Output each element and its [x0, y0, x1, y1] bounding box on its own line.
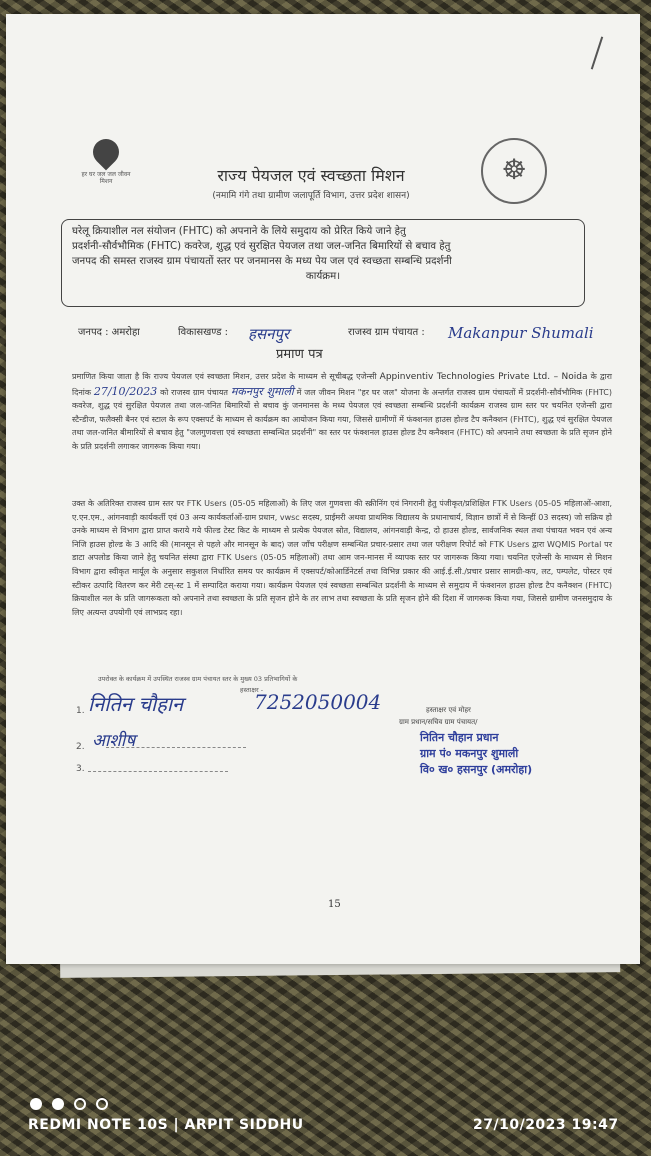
agency-name: Appinventiv Technologies Private Ltd. – Noida	[379, 372, 588, 382]
dot-icon	[52, 1098, 64, 1110]
page-number: 15	[328, 899, 341, 910]
state-emblem-icon: ☸	[481, 138, 547, 204]
banner-line-2: प्रदर्शनी-सौर्वभौमिक (FHTC) कवरेज, शुद्ध एवं सुरक्षित पेयजल तथा जल-जनित बिमारियों से बचाव हेतु	[72, 241, 451, 252]
certificate-sheet	[6, 14, 640, 964]
signature-line-2-rule	[106, 747, 246, 748]
water-drop-icon	[88, 134, 125, 171]
date-handwritten: 27/10/2023	[93, 384, 158, 398]
pen-mark	[591, 37, 603, 70]
para1-part-d: में जल जीवन मिशन "हर घर जल" योजना के अन्तर्गत राजस्व ग्राम पंचायतों में प्रदर्शनी-सौर्वभौमिक (FHTC) कवरेज, शुद्ध एवं सुरक्षित पेयजल तथा जल-जनित बिमारियों से बचाव कुं जनमानस के मध्य पेयजल एवं स्वच्छता सम्बन्धि प्रदर्शनी कार्यक्रम राजस्व ग्राम स्तर पर चयनित एजेन्सी द्वारा स्टैन्डीज, फलैक्सी बैनर एवं स्टाल के रूप एक्सपर्ट के माध्यम से कार्यक्रम का आयोजन किया गया, जिससे ग्रामीणों में फंक्शनल हाउस होल्ड टैप कनैक्शन (FHTC), शुद्ध एवं सुरक्षित पेयजल तथा जल-जनित बीमारियों से बचाव हेतु "जलगुणवत्ता एवं स्वच्छता सम्बन्धित प्रदर्शनी" का स्तर पर फंक्शनल हाउस होल्ड टैप कनैक्शन (FHTC) को अपनाने तथा स्वच्छता के प्रति सृजन होने के प्रति प्रदर्शनी लगाकर जागरूक किया गया।	[72, 387, 613, 451]
para1-part-c: को राजस्व ग्राम पंचायत	[160, 387, 228, 397]
participants-intro: उपरोक्त के कार्यक्रम में उपस्थित राजस्व ग्राम पंचायत स्तर के मुख्य 03 प्रतिभागियों के	[98, 675, 298, 683]
stamp-line-1: नितिन चौहान प्रधान	[420, 731, 499, 744]
mission-title: राज्य पेयजल एवं स्वच्छता मिशन	[217, 166, 405, 185]
panchayat-label: राजस्व ग्राम पंचायत :	[348, 327, 425, 338]
signature-line-3-number: 3.	[76, 764, 85, 774]
certificate-title: प्रमाण पत्र	[276, 347, 323, 362]
signature-1-phone: 7252050004	[254, 690, 382, 714]
location-row	[78, 320, 618, 344]
dot-outline-icon	[74, 1098, 86, 1110]
block-label: विकासखण्ड :	[178, 327, 229, 338]
signature-label: हस्ताक्षर -	[240, 686, 264, 694]
para1-part-b: के द्वारा दिनांक	[72, 372, 612, 397]
camera-timestamp: 27/10/2023 19:47	[473, 1117, 619, 1133]
dot-outline-icon	[96, 1098, 108, 1110]
paragraph-1	[72, 370, 612, 454]
stamp-line-3: वि० ख० हसनपुर (अमरोहा)	[420, 763, 533, 776]
signature-2-handwritten: आशीष	[92, 731, 136, 751]
banner-line-3: जनपद की समस्त राजस्व ग्राम पंचायतों स्तर पर जनमानस के मध्य पेय जल एवं स्वच्छता सम्बन्धि प्रदर्शनी	[72, 256, 452, 267]
village-handwritten: मकनपुर शुमाली	[230, 384, 294, 398]
pradhan-stamp	[420, 730, 532, 778]
signature-line-1-number: 1.	[76, 706, 85, 716]
har-ghar-jal-logo	[76, 139, 136, 185]
paragraph-2: उक्त के अतिरिक्त राजस्व ग्राम स्तर पर FTK Users (05-05 महिलाओं) के लिए जल गुणवत्ता की स्क्रीनिंग एवं निगरानी हेतु पंजीकृत/प्रशिक्षित FTK Users (05-05 महिलाओं-आशा, ए.एन.एम., आंगनवाड़ी कार्यकर्ती एवं 03 अन्य कार्यकर्ताओं-ग्राम प्रधान, vwsc सदस्य, प्राईमरी अथवा प्राथमिक विद्यालय के प्रधानाचार्य, विज्ञान छात्रों में से किन्हीं 03 सदस्य) जो सक्रिय हो उनके माध्यम से विभाग द्वारा प्राप्त कराये गये फील्ड टेस्ट किट के माध्यम से प्रत्येक पेयजल स्रोत, विद्यालय, आंगनवाड़ी केन्द्र, दो हाउस होल्ड, सार्वजनिक स्थल तथा पंचायत भवन एवं अन्य निजि हाउस होल्ड के 3 आदि की (मानसून से पहले और मानसून के बाद) जल जाँच परीक्षण सम्बन्धित प्रचार-प्रसार तथा जल परीक्षण रिपोर्ट को FTK Users द्वारा WQMIS Portal पर डाटा अपलोड किया जाने हेतु चयनित संस्था द्वारा FTK Users (05-05 महिलाओं) तथा आम जन-मानस में व्यापक स्तर पर जागरूक किया गया। चयनित एजेन्सी के माध्यम से मिशन विभाग द्वारा स्वीकृत मार्यूल के अनुसार सकुशल निर्धारित समय पर कार्यक्रम में एक्सपर्ट/कोआर्डिनेटर्स तथा विभिन्न प्रकार की आई.ई.सी./प्रचार प्रसार सामग्री-कप, लट, पम्पलेट, पोस्टर एवं स्टीकर उत्पादि वितरण कर मेरी टस्-स्ट 1 में सम्पादित कराया गया। कार्यक्रम पेयजल एवं स्वच्छता सम्बन्धित प्रदर्शनी के माध्यम से समुदाय में फंक्शनल हाउस होल्ड टैप कनैक्शन (FHTC) क्रियाशील नल के प्रति जागरूकता को अपनाने तथा स्वच्छता के प्रति सृजन होने के तर लाभ तथा स्वच्छता के प्रति सृजन होने की दिशा में जागरूक किया गया, जिससे ग्रामीण जनसमुदाय के लिए अत्यन्त उपयोगी एवं लाभप्रद रहा।	[72, 499, 612, 617]
logo-tagline: हर घर जल जल जीवन मिशन	[81, 171, 131, 185]
programme-banner	[61, 219, 585, 307]
block-handwritten: हसनपुर	[248, 325, 290, 343]
banner-line-1: घरेलू क्रियाशील नल संयोजन (FHTC) को अपनाने के लिये समुदाय को प्रेरित किये जाने हेतु	[72, 226, 406, 237]
signature-1-handwritten: नितिन चौहान	[88, 692, 184, 716]
dot-icon	[30, 1098, 42, 1110]
stamp-line-2: ग्राम पं० मकनपुर शुमाली	[420, 747, 519, 760]
pradhan-label: ग्राम प्रधान/सचिव ग्राम पंचायत/	[399, 718, 478, 726]
camera-watermark-label: REDMI NOTE 10S | ARPIT SIDDHU	[28, 1117, 304, 1133]
banner-line-4: कार्यक्रम।	[305, 271, 341, 282]
district-label: जनपद : अमरोहा	[78, 327, 140, 338]
panchayat-handwritten: Makanpur Shumali	[448, 324, 594, 342]
camera-watermark-dots	[30, 1095, 113, 1109]
para1-part-a: प्रमाणित किया जाता है कि राज्य पेयजल एवं स्वच्छता मिशन, उत्तर प्रदेश के माध्यम से सूचीबद्ध एजेन्सी	[72, 372, 377, 381]
signature-line-2-number: 2.	[76, 742, 85, 752]
sign-seal-label: हस्ताक्षर एवं मोहर	[426, 706, 471, 714]
mission-subtitle: (नमामि गंगे तथा ग्रामीण जलापूर्ति विभाग, उत्तर प्रदेश शासन)	[212, 191, 410, 201]
signature-line-3-rule	[88, 771, 228, 772]
